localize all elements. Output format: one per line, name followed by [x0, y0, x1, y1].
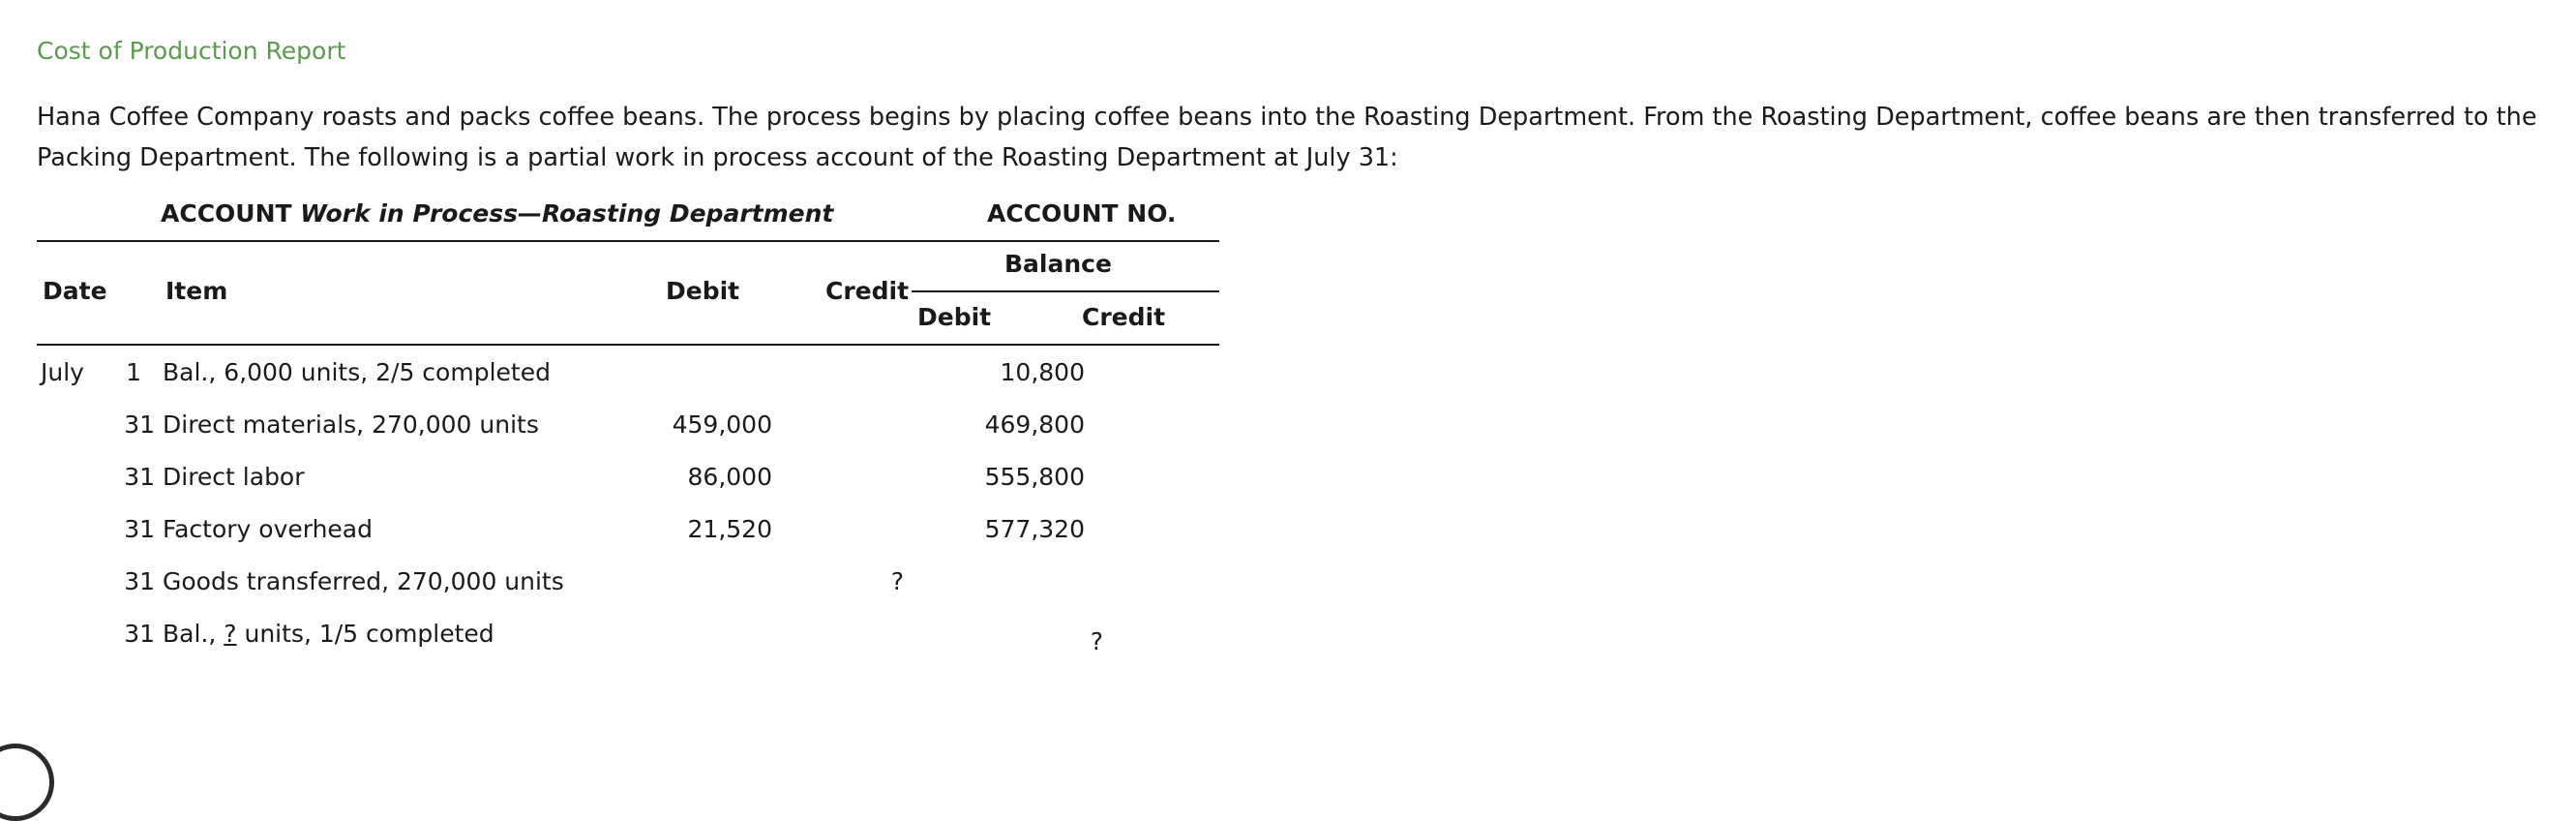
col-balance-header: Balance — [1004, 250, 1112, 278]
header-top-rule — [37, 240, 1219, 242]
row-item-suffix: units, 1/5 completed — [236, 620, 494, 648]
row-balance-debit: 10,800 — [1000, 358, 1085, 386]
row-debit: 86,000 — [687, 463, 772, 491]
col-debit-header: Debit — [666, 277, 740, 305]
intro-paragraph: Hana Coffee Company roasts and packs coffee beans. The process begins by placing coffee beans into the Roasting Department. From the Roasting Department, coffee beans are then transferred to the Packing Department. The following is a partial work in process account of the Roasting Department at July 31: — [37, 103, 2537, 172]
account-number-label: ACCOUNT NO. — [987, 199, 1177, 228]
row-item: Direct materials, 270,000 units — [163, 410, 539, 439]
balance-rule — [912, 290, 1219, 292]
row-month: July — [41, 358, 84, 386]
row-item-prefix: Bal., — [163, 620, 225, 648]
row-day: 31 — [124, 567, 155, 595]
row-day: 1 — [126, 358, 141, 386]
row-balance-debit: ? — [1090, 627, 1103, 655]
row-day: 31 — [124, 463, 155, 491]
circle-icon[interactable] — [0, 744, 54, 821]
row-item: Goods transferred, 270,000 units — [163, 567, 564, 595]
row-day: 31 — [124, 410, 155, 439]
row-balance-debit: 555,800 — [984, 463, 1085, 491]
col-credit-header: Credit — [825, 277, 910, 305]
row-debit: 21,520 — [687, 515, 772, 543]
row-debit: 459,000 — [672, 410, 772, 439]
row-balance-debit: 577,320 — [984, 515, 1085, 543]
row-item — [163, 620, 494, 648]
account-label: ACCOUNT — [161, 199, 292, 228]
row-credit: ? — [890, 567, 904, 595]
units-blank: ? — [224, 620, 237, 648]
row-item: Direct labor — [163, 463, 305, 491]
row-day: 31 — [124, 515, 155, 543]
row-item: Bal., 6,000 units, 2/5 completed — [163, 358, 551, 386]
row-item: Factory overhead — [163, 515, 373, 543]
col-item-header: Item — [165, 277, 228, 305]
header-bottom-rule — [37, 344, 1219, 346]
row-day: 31 — [124, 620, 155, 648]
account-name: Work in Process—Roasting Department — [300, 199, 834, 228]
col-balance-credit-header: Credit — [1082, 303, 1166, 331]
col-balance-debit-header: Debit — [917, 303, 992, 331]
col-date-header: Date — [43, 277, 107, 305]
row-balance-debit: 469,800 — [984, 410, 1085, 439]
page-title: Cost of Production Report — [37, 37, 346, 65]
account-header — [161, 199, 833, 228]
